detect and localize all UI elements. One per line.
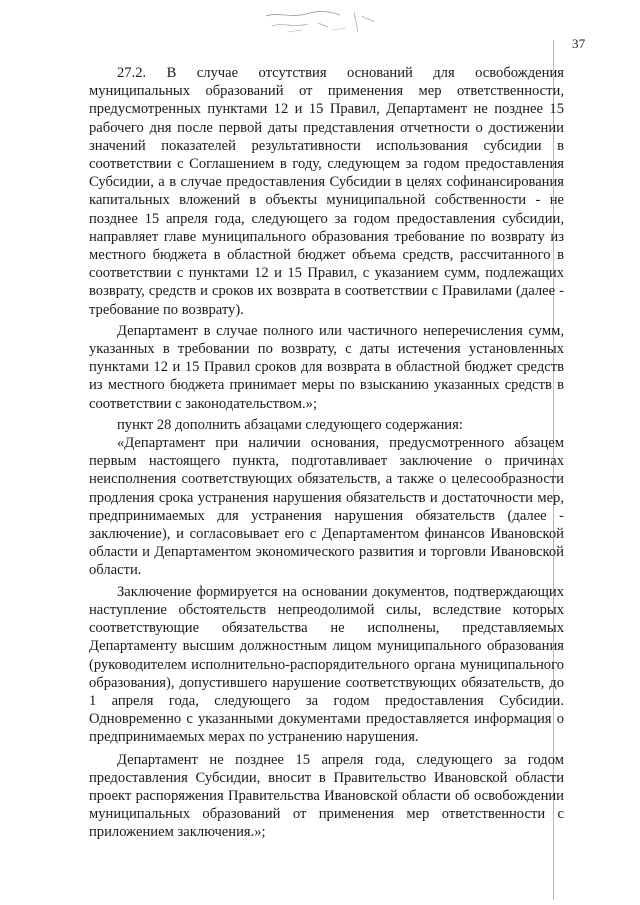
paragraph-conclusion-basis: Заключение формируется на основании документов, подтверждающих наступление обстоятельств непреодолимой силы, вследствие которых соответствующие обязательства не исполнены, представляемых Департаменту высшим должностным лицом муниципального образования (руководителем исполнительно-распорядительного органа муниципального образования), допустившего нарушение соответствующих обязательств, до 1 апреля года, следующего за годом предоставления Субсидии. Одновременно с указанными документами предоставляется информация о предпринимаемых мерах по устранению нарушения. — [89, 583, 564, 746]
page-number: 37 — [572, 36, 586, 51]
paragraph-amend-28: пункт 28 дополнить абзацами следующего содержания: — [117, 416, 463, 433]
paragraph-non-transfer: Департамент в случае полного или частичного неперечисления сумм, указанных в требовании по возврату, с даты истечения установленных пунктами 12 и 15 Правил сроков для возврата в областной бюджет средств из местного бюджета принимает меры по взысканию указанных средств в соответствии с законодательством.»; — [89, 322, 564, 412]
document-body — [89, 64, 564, 842]
stamp-icon — [258, 6, 388, 36]
paragraph-conclusion-prep: «Департамент при наличии основания, предусмотренного абзацем первым настоящего пункта, подготавливает заключение о причинах неисполнения соответствующих обязательств, а также о целесообразности продления срока устранения нарушения обязательств и достаточности мер, предпринимаемых для устранения нарушения обязательств (далее - заключение), и согласовывает его с Департаментом финансов Ивановской области и Департаментом экономического развития и торговли Ивановской области. — [89, 435, 564, 579]
paragraph-27-2: 27.2. В случае отсутствия оснований для освобождения муниципальных образований от применения мер ответственности, предусмотренных пунктами 12 и 15 Правил, Департамент не позднее 15 рабочего дня после первой даты представления отчетности о достижении значений показателей результативности использования субсидии в соответствии с Соглашением в году, следующем за годом предоставления Субсидии, а в случае предоставления Субсидии в целях софинансирования капитальных вложений в объекты муниципальной собственности - не позднее 15 апреля года, следующего за годом предоставления субсидии, направляет главе муниципального образования требование по возврату из местного бюджета в областной бюджет объема средств, рассчитанного в соответствии с пунктами 12 и 15 Правил, с указанием сумм, подлежащих возврату, средств и сроков их возврата в соответствии с Правилами (далее - требование по возврату). — [89, 65, 564, 318]
paragraph-submission: Департамент не позднее 15 апреля года, следующего за годом предоставления Субсидии, вносит в Правительство Ивановской области проект распоряжения Правительства Ивановской области об освобождении муниципальных образований от применения мер ответственности с приложением заключения.»; — [89, 751, 564, 841]
